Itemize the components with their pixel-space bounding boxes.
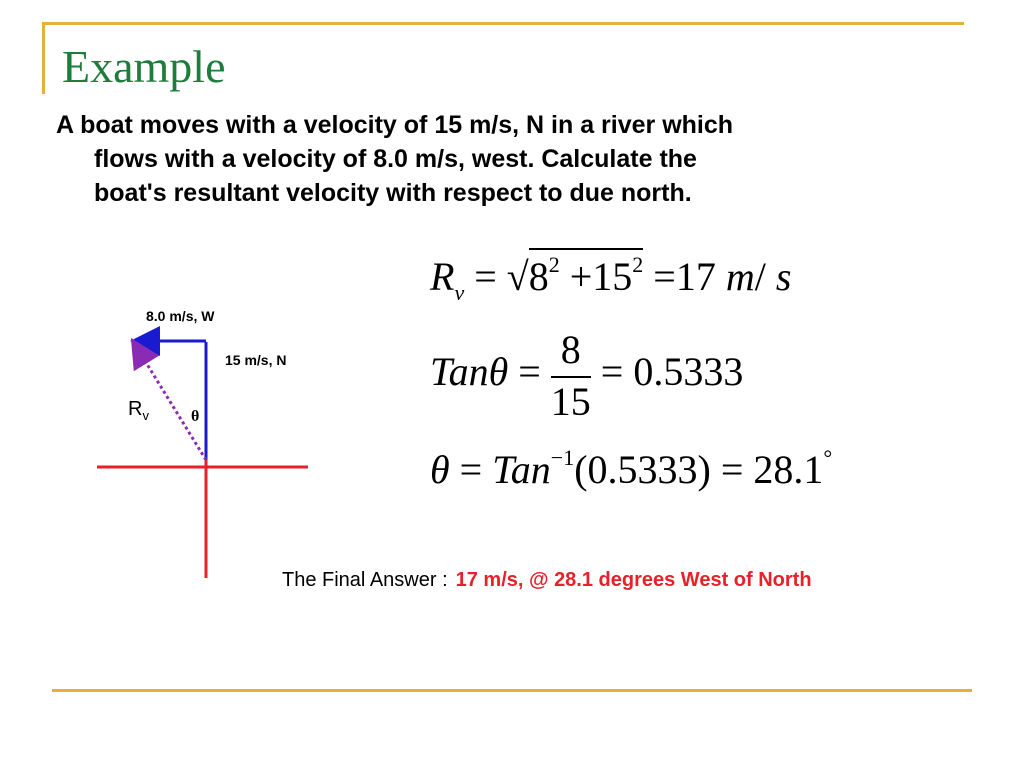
- equation-angle: [430, 447, 832, 490]
- eq1-unit-slash: /: [754, 254, 766, 299]
- problem-line-2: flows with a velocity of 8.0 m/s, west. Calculate the: [94, 145, 697, 173]
- eq2-fraction: [550, 327, 591, 424]
- eq1-equals-2: =: [653, 254, 676, 299]
- vector-diagram-svg: [90, 300, 330, 585]
- eq2-equals-2: =: [600, 349, 624, 395]
- eq1-unit-m: m: [725, 254, 755, 299]
- eq2-denominator: 15: [550, 379, 591, 424]
- eq3-degree: °: [823, 445, 833, 470]
- vector-diagram: [90, 300, 330, 590]
- resultant-label: $R_v$: [128, 398, 149, 423]
- west-vector-label: 8.0 m/s, W: [146, 308, 215, 324]
- problem-line-1: A boat moves with a velocity of 15 m/s, N in a river which: [56, 111, 734, 139]
- eq3-equals-2: =: [720, 447, 744, 492]
- eq3-func-exp: −1: [550, 445, 575, 470]
- eq2-lhs: Tanθ: [430, 349, 509, 395]
- eq1-unit-s: s: [775, 254, 792, 299]
- final-answer-value: 17 m/s, @ 28.1 degrees West of North: [455, 569, 812, 591]
- eq2-equals: =: [518, 349, 541, 395]
- eq3-equals: =: [459, 447, 483, 492]
- equation-magnitude: [430, 248, 791, 304]
- eq2-numerator: 8: [551, 330, 591, 378]
- problem-statement: [56, 108, 936, 210]
- north-vector-label: 15 m/s, N: [225, 352, 287, 368]
- final-answer: [282, 569, 812, 592]
- equation-tangent: [430, 327, 744, 424]
- eq3-func: Tan: [492, 447, 551, 492]
- eq3-arg: (0.5333): [574, 447, 711, 492]
- eq1-lhs-sub: v: [454, 280, 465, 305]
- eq3-value: 28.1: [753, 447, 824, 492]
- eq3-lhs: θ: [430, 447, 450, 492]
- bottom-rule: [52, 689, 972, 692]
- sqrt-radicand: $8^2 +15^2$: [529, 248, 644, 297]
- eq1-lhs: R: [430, 254, 455, 299]
- left-rule: [42, 22, 45, 94]
- problem-line-3: boat's resultant velocity with respect to due north.: [94, 179, 692, 207]
- slide-title: Example: [62, 41, 226, 92]
- eq2-value: 0.5333: [633, 349, 744, 395]
- angle-label: θ: [191, 408, 200, 425]
- sqrt-sign: √: [506, 254, 529, 299]
- eq1-value: 17: [675, 254, 716, 299]
- resultant-subscript: v: [142, 408, 149, 423]
- top-rule: [42, 22, 964, 25]
- final-answer-label: The Final Answer :: [282, 569, 448, 591]
- eq1-equals: =: [474, 254, 497, 299]
